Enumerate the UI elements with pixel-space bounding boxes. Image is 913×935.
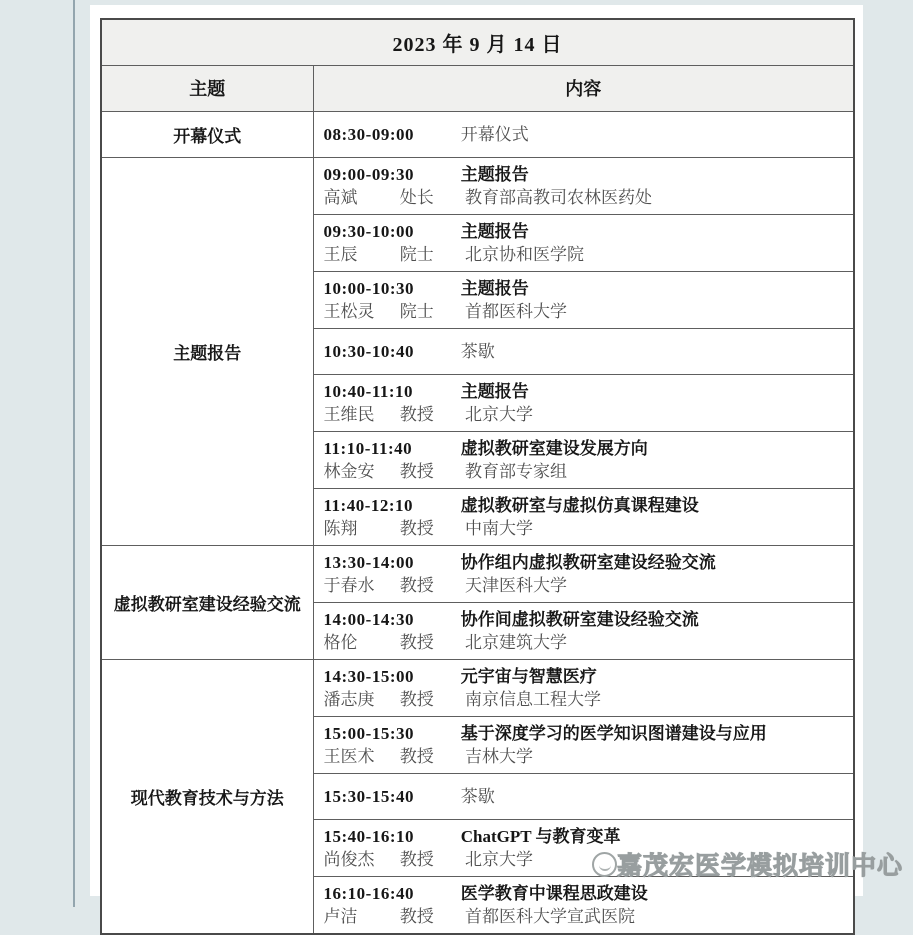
schedule-cell <box>313 374 854 431</box>
speaker-name: 王辰 <box>323 244 358 264</box>
speaker-name: 格伦 <box>323 632 358 652</box>
speaker-org: 北京大学 <box>465 849 533 869</box>
time-range: 13:30-14:00 <box>323 552 414 572</box>
session-title: 主题报告 <box>460 221 529 241</box>
speaker-name: 陈翔 <box>323 518 358 538</box>
column-header-content: 内容 <box>313 65 854 111</box>
speaker-post: 教授 <box>399 906 434 926</box>
schedule-cell <box>313 659 854 716</box>
theme-cell: 开幕仪式 <box>101 111 313 157</box>
session-title: 主题报告 <box>460 381 529 401</box>
time-range: 15:30-15:40 <box>323 786 414 806</box>
speaker-org: 天津医科大学 <box>465 575 567 595</box>
session-title: 元宇宙与智慧医疗 <box>460 666 597 686</box>
time-range: 08:30-09:00 <box>323 124 414 144</box>
speaker-post: 教授 <box>399 746 434 766</box>
speaker-org: 北京协和医学院 <box>465 244 584 264</box>
session-title: ChatGPT 与教育变革 <box>460 826 621 846</box>
speaker-org: 吉林大学 <box>465 746 533 766</box>
document-page <box>90 5 863 926</box>
time-range: 14:30-15:00 <box>323 666 414 686</box>
table-row <box>101 19 854 65</box>
speaker-org: 首都医科大学宣武医院 <box>465 906 635 926</box>
session-title: 茶歇 <box>460 786 495 806</box>
session-title: 基于深度学习的医学知识图谱建设与应用 <box>460 723 767 743</box>
left-margin-rule <box>73 0 75 907</box>
watermark-text: 嘉茂宏医学模拟培训中心 <box>617 853 904 880</box>
time-range: 14:00-14:30 <box>323 609 414 629</box>
speaker-name: 卢洁 <box>323 906 358 926</box>
theme-cell: 主题报告 <box>101 157 313 545</box>
theme-cell: 虚拟教研室建设经验交流 <box>101 545 313 659</box>
speaker-org: 首都医科大学 <box>465 301 567 321</box>
session-title: 虚拟教研室建设发展方向 <box>460 438 648 458</box>
schedule-cell <box>313 431 854 488</box>
time-range: 10:00-10:30 <box>323 278 414 298</box>
time-range: 10:30-10:40 <box>323 341 414 361</box>
speaker-name: 王松灵 <box>323 301 375 321</box>
theme-cell: 现代教育技术与方法 <box>101 659 313 934</box>
schedule-cell <box>313 157 854 214</box>
speaker-post: 院士 <box>399 244 434 264</box>
session-title: 协作间虚拟教研室建设经验交流 <box>460 609 699 629</box>
session-title: 医学教育中课程思政建设 <box>460 883 648 903</box>
speaker-post: 院士 <box>399 301 434 321</box>
speaker-post: 教授 <box>399 575 434 595</box>
speaker-name: 林金安 <box>323 461 375 481</box>
speaker-name: 王医术 <box>323 746 375 766</box>
speaker-org: 教育部专家组 <box>465 461 567 481</box>
session-title: 协作组内虚拟教研室建设经验交流 <box>460 552 716 572</box>
table-row <box>101 659 854 716</box>
session-title: 主题报告 <box>460 164 529 184</box>
speaker-name: 尚俊杰 <box>323 849 375 869</box>
time-range: 09:00-09:30 <box>323 164 414 184</box>
schedule-cell <box>313 819 854 876</box>
schedule-cell <box>313 271 854 328</box>
session-title: 虚拟教研室与虚拟仿真课程建设 <box>460 495 699 515</box>
schedule-cell <box>313 214 854 271</box>
time-range: 10:40-11:10 <box>323 381 414 401</box>
schedule-cell <box>313 876 854 934</box>
table-row <box>101 545 854 602</box>
schedule-cell <box>313 716 854 773</box>
session-title: 开幕仪式 <box>460 124 529 144</box>
table-row <box>101 157 854 214</box>
speaker-name: 王维民 <box>323 404 375 424</box>
speaker-post: 教授 <box>399 632 434 652</box>
schedule-cell <box>313 545 854 602</box>
speaker-post: 教授 <box>399 518 434 538</box>
time-range: 11:10-11:40 <box>323 438 413 458</box>
speaker-org: 教育部高教司农林医药处 <box>465 187 652 207</box>
speaker-name: 高斌 <box>323 187 358 207</box>
session-title: 茶歇 <box>460 341 495 361</box>
time-range: 15:00-15:30 <box>323 723 414 743</box>
speaker-name: 于春水 <box>323 575 375 595</box>
schedule-cell <box>313 602 854 659</box>
session-title: 主题报告 <box>460 278 529 298</box>
speaker-org: 北京建筑大学 <box>465 632 567 652</box>
speaker-post: 教授 <box>399 404 434 424</box>
time-range: 16:10-16:40 <box>323 883 414 903</box>
table-row <box>101 111 854 157</box>
time-range: 09:30-10:00 <box>323 221 414 241</box>
speaker-org: 北京大学 <box>465 404 533 424</box>
date-title: 2023 年 9 月 14 日 <box>101 19 854 65</box>
speaker-org: 南京信息工程大学 <box>465 689 601 709</box>
schedule-cell <box>313 328 854 374</box>
speaker-org: 中南大学 <box>465 518 533 538</box>
speaker-post: 教授 <box>399 689 434 709</box>
speaker-name: 潘志庚 <box>323 689 375 709</box>
schedule-cell <box>313 488 854 545</box>
time-range: 11:40-12:10 <box>323 495 414 515</box>
speaker-post: 教授 <box>399 461 434 481</box>
column-header-theme: 主题 <box>101 65 313 111</box>
time-range: 15:40-16:10 <box>323 826 414 846</box>
speaker-post: 处长 <box>399 187 434 207</box>
speaker-post: 教授 <box>399 849 434 869</box>
agenda-table <box>100 18 855 935</box>
table-row <box>101 65 854 111</box>
schedule-cell <box>313 111 854 157</box>
schedule-cell <box>313 773 854 819</box>
